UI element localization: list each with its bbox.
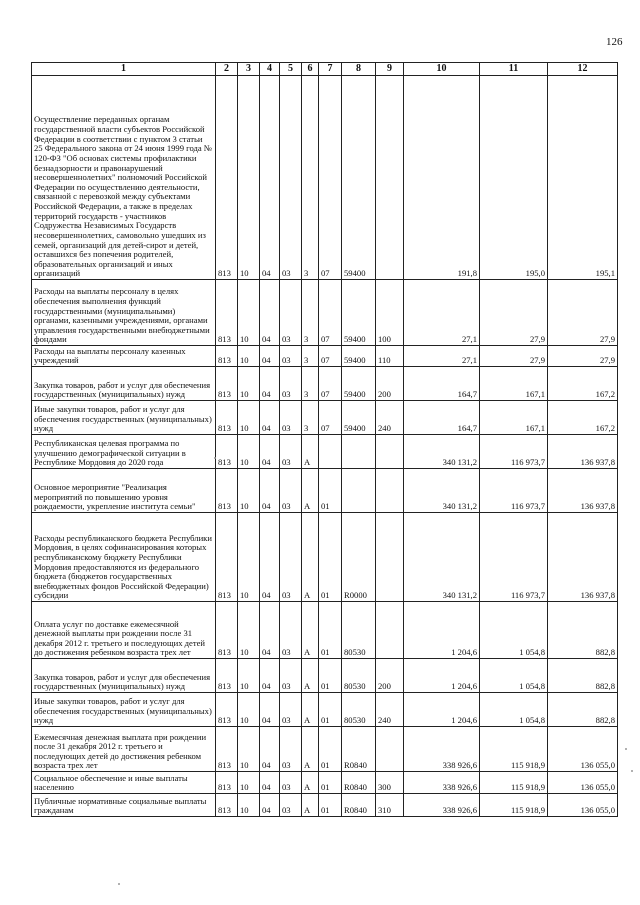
row-cell-c6: А <box>302 772 319 794</box>
row-cell-c8: R0840 <box>342 727 376 772</box>
row-cell-c12: 136 055,0 <box>548 794 618 817</box>
row-cell-c6: 3 <box>302 346 319 367</box>
row-cell-c3: 10 <box>238 76 260 280</box>
row-cell-c6: А <box>302 727 319 772</box>
col-header: 4 <box>260 63 280 76</box>
row-cell-c7: 01 <box>319 513 342 602</box>
table-row <box>32 367 618 401</box>
row-cell-c8: 80530 <box>342 659 376 693</box>
row-cell-c6: А <box>302 469 319 513</box>
table-row <box>32 693 618 727</box>
row-cell-c5: 03 <box>280 367 302 401</box>
row-name-cell: Ежемесячная денежная выплата при рождении после 31 декабря 2012 г. третьего и последующих детей до достижения ребенком возраста трех лет <box>32 727 216 772</box>
table-row <box>32 602 618 659</box>
row-cell-c4: 04 <box>260 772 280 794</box>
row-cell-c9: 100 <box>376 280 404 346</box>
row-cell-c11: 115 918,9 <box>480 772 548 794</box>
col-header: 1 <box>32 63 216 76</box>
row-cell-c10: 340 131,2 <box>404 513 480 602</box>
table-row <box>32 727 618 772</box>
table-row <box>32 469 618 513</box>
row-name-cell: Основное мероприятие "Реализация мероприятий по повышению уровня рождаемости, укрепление института семьи" <box>32 469 216 513</box>
row-cell-c4: 04 <box>260 794 280 817</box>
row-cell-c10: 340 131,2 <box>404 435 480 469</box>
row-cell-c11: 27,9 <box>480 280 548 346</box>
row-cell-c11: 115 918,9 <box>480 727 548 772</box>
row-cell-c6: 3 <box>302 367 319 401</box>
row-cell-c12: 882,8 <box>548 602 618 659</box>
row-cell-c7 <box>319 435 342 469</box>
row-cell-c12: 882,8 <box>548 659 618 693</box>
row-cell-c3: 10 <box>238 794 260 817</box>
row-cell-c12: 882,8 <box>548 693 618 727</box>
row-cell-c9: 240 <box>376 693 404 727</box>
row-cell-c2: 813 <box>216 727 238 772</box>
row-cell-c7: 07 <box>319 367 342 401</box>
row-name-cell: Иные закупки товаров, работ и услуг для обеспечения государственных (муниципальных) нужд <box>32 401 216 435</box>
row-cell-c3: 10 <box>238 280 260 346</box>
row-cell-c9: 240 <box>376 401 404 435</box>
scan-speck <box>631 770 633 772</box>
row-cell-c10: 27,1 <box>404 280 480 346</box>
row-cell-c6: А <box>302 659 319 693</box>
row-cell-c3: 10 <box>238 659 260 693</box>
row-cell-c9: 310 <box>376 794 404 817</box>
row-cell-c8: 59400 <box>342 367 376 401</box>
scan-speck <box>118 883 120 885</box>
row-name-cell: Расходы на выплаты персоналу в целях обеспечения выполнения функций государственными (муниципальными) органами, казенными учреждениями, органами управления государственными внебюджетными фондами <box>32 280 216 346</box>
row-cell-c7: 01 <box>319 469 342 513</box>
row-cell-c11: 115 918,9 <box>480 794 548 817</box>
col-header: 10 <box>404 63 480 76</box>
table-body <box>32 76 618 817</box>
row-cell-c10: 191,8 <box>404 76 480 280</box>
row-name-cell: Оплата услуг по доставке ежемесячной денежной выплаты при рождении после 31 декабря 2012 г. третьего и последующих детей до достижения ребенком возраста трех лет <box>32 602 216 659</box>
row-cell-c11: 116 973,7 <box>480 469 548 513</box>
row-cell-c6: А <box>302 794 319 817</box>
row-cell-c5: 03 <box>280 401 302 435</box>
row-cell-c2: 813 <box>216 76 238 280</box>
row-cell-c6: 3 <box>302 401 319 435</box>
row-cell-c11: 195,0 <box>480 76 548 280</box>
row-cell-c8: 80530 <box>342 602 376 659</box>
row-cell-c8: 59400 <box>342 401 376 435</box>
row-cell-c2: 813 <box>216 602 238 659</box>
row-cell-c12: 136 937,8 <box>548 435 618 469</box>
row-cell-c4: 04 <box>260 346 280 367</box>
row-cell-c12: 167,2 <box>548 367 618 401</box>
row-cell-c5: 03 <box>280 76 302 280</box>
table-row <box>32 346 618 367</box>
row-name-cell: Закупка товаров, работ и услуг для обеспечения государственных (муниципальных) нужд <box>32 659 216 693</box>
row-cell-c10: 338 926,6 <box>404 727 480 772</box>
row-cell-c8: R0000 <box>342 513 376 602</box>
row-cell-c8 <box>342 469 376 513</box>
row-name-cell: Социальное обеспечение и иные выплаты населению <box>32 772 216 794</box>
row-cell-c12: 167,2 <box>548 401 618 435</box>
col-header: 7 <box>319 63 342 76</box>
table-row <box>32 794 618 817</box>
row-cell-c8: 59400 <box>342 280 376 346</box>
row-name-cell: Публичные нормативные социальные выплаты гражданам <box>32 794 216 817</box>
row-cell-c5: 03 <box>280 794 302 817</box>
row-cell-c12: 136 937,8 <box>548 469 618 513</box>
budget-table <box>31 62 618 817</box>
row-cell-c11: 116 973,7 <box>480 513 548 602</box>
col-header: 12 <box>548 63 618 76</box>
row-cell-c4: 04 <box>260 367 280 401</box>
row-cell-c6: А <box>302 435 319 469</box>
row-cell-c3: 10 <box>238 602 260 659</box>
table-row <box>32 513 618 602</box>
col-header: 6 <box>302 63 319 76</box>
row-cell-c10: 1 204,6 <box>404 693 480 727</box>
row-cell-c2: 813 <box>216 772 238 794</box>
scan-speck <box>625 748 627 750</box>
row-cell-c2: 813 <box>216 469 238 513</box>
row-cell-c11: 1 054,8 <box>480 693 548 727</box>
row-cell-c9: 200 <box>376 367 404 401</box>
row-cell-c4: 04 <box>260 659 280 693</box>
row-cell-c4: 04 <box>260 602 280 659</box>
row-cell-c2: 813 <box>216 659 238 693</box>
row-cell-c3: 10 <box>238 401 260 435</box>
row-cell-c11: 27,9 <box>480 346 548 367</box>
row-cell-c4: 04 <box>260 727 280 772</box>
row-cell-c7: 01 <box>319 794 342 817</box>
row-cell-c2: 813 <box>216 435 238 469</box>
row-cell-c4: 04 <box>260 280 280 346</box>
table-row <box>32 401 618 435</box>
row-cell-c5: 03 <box>280 693 302 727</box>
row-cell-c5: 03 <box>280 513 302 602</box>
row-cell-c5: 03 <box>280 727 302 772</box>
row-cell-c7: 01 <box>319 602 342 659</box>
row-cell-c10: 338 926,6 <box>404 772 480 794</box>
row-cell-c12: 136 055,0 <box>548 772 618 794</box>
row-cell-c5: 03 <box>280 346 302 367</box>
row-cell-c4: 04 <box>260 435 280 469</box>
row-cell-c9 <box>376 727 404 772</box>
row-cell-c3: 10 <box>238 693 260 727</box>
row-cell-c9: 110 <box>376 346 404 367</box>
row-cell-c4: 04 <box>260 693 280 727</box>
row-cell-c5: 03 <box>280 659 302 693</box>
row-cell-c12: 27,9 <box>548 346 618 367</box>
table-row <box>32 76 618 280</box>
row-name-cell: Расходы на выплаты персоналу казенных учреждений <box>32 346 216 367</box>
row-cell-c10: 27,1 <box>404 346 480 367</box>
row-cell-c5: 03 <box>280 469 302 513</box>
table-row <box>32 659 618 693</box>
row-cell-c9 <box>376 469 404 513</box>
row-cell-c2: 813 <box>216 280 238 346</box>
row-cell-c7: 07 <box>319 401 342 435</box>
scan-speck <box>214 457 216 459</box>
row-cell-c10: 1 204,6 <box>404 659 480 693</box>
row-cell-c6: 3 <box>302 76 319 280</box>
row-cell-c7: 01 <box>319 727 342 772</box>
row-cell-c9 <box>376 435 404 469</box>
row-cell-c12: 27,9 <box>548 280 618 346</box>
row-name-cell: Осуществление переданных органам государственной власти субъектов Российской Федерации в соответствии с пунктом 3 статьи 25 Федерального закона от 24 июня 1999 года № 120-ФЗ "Об основах системы профилактики безнадзорности и правонарушений несовершеннолетних" полномочий Российской Федерации по осуществлению деятельности, связанной с перевозкой между субъектами Российской Федерации, а также в пределах территорий государств - участников Содружества Независимых Государств несовершеннолетних, самовольно ушедших из семей, организаций для детей-сирот и детей, оставшихся без попечения родителей, образовательных организаций и иных организаций <box>32 76 216 280</box>
row-name-cell: Закупка товаров, работ и услуг для обеспечения государственных (муниципальных) нужд <box>32 367 216 401</box>
row-cell-c5: 03 <box>280 435 302 469</box>
row-cell-c7: 01 <box>319 772 342 794</box>
row-cell-c7: 07 <box>319 76 342 280</box>
row-cell-c7: 07 <box>319 346 342 367</box>
col-header: 11 <box>480 63 548 76</box>
row-cell-c7: 01 <box>319 693 342 727</box>
table-row <box>32 772 618 794</box>
row-cell-c9 <box>376 76 404 280</box>
table-row <box>32 435 618 469</box>
col-header: 8 <box>342 63 376 76</box>
row-cell-c3: 10 <box>238 513 260 602</box>
row-cell-c11: 167,1 <box>480 401 548 435</box>
row-cell-c8: 80530 <box>342 693 376 727</box>
row-cell-c11: 1 054,8 <box>480 659 548 693</box>
row-cell-c10: 1 204,6 <box>404 602 480 659</box>
col-header: 9 <box>376 63 404 76</box>
row-cell-c8 <box>342 435 376 469</box>
row-cell-c7: 07 <box>319 280 342 346</box>
row-cell-c2: 813 <box>216 693 238 727</box>
row-cell-c2: 813 <box>216 513 238 602</box>
row-cell-c4: 04 <box>260 401 280 435</box>
row-cell-c3: 10 <box>238 435 260 469</box>
row-cell-c10: 164,7 <box>404 367 480 401</box>
row-cell-c9: 300 <box>376 772 404 794</box>
table-row <box>32 280 618 346</box>
row-cell-c4: 04 <box>260 76 280 280</box>
row-cell-c9 <box>376 602 404 659</box>
row-cell-c2: 813 <box>216 401 238 435</box>
page-number: 126 <box>606 36 623 48</box>
row-cell-c3: 10 <box>238 469 260 513</box>
row-cell-c12: 136 055,0 <box>548 727 618 772</box>
row-cell-c4: 04 <box>260 513 280 602</box>
row-cell-c8: R0840 <box>342 772 376 794</box>
row-cell-c10: 338 926,6 <box>404 794 480 817</box>
row-cell-c7: 01 <box>319 659 342 693</box>
row-name-cell: Иные закупки товаров, работ и услуг для обеспечения государственных (муниципальных) нужд <box>32 693 216 727</box>
row-cell-c6: А <box>302 693 319 727</box>
row-cell-c8: 59400 <box>342 346 376 367</box>
row-cell-c10: 164,7 <box>404 401 480 435</box>
row-cell-c4: 04 <box>260 469 280 513</box>
row-cell-c8: R0840 <box>342 794 376 817</box>
row-cell-c9 <box>376 513 404 602</box>
row-cell-c2: 813 <box>216 346 238 367</box>
row-cell-c12: 136 937,8 <box>548 513 618 602</box>
col-header: 3 <box>238 63 260 76</box>
row-cell-c3: 10 <box>238 772 260 794</box>
row-cell-c2: 813 <box>216 367 238 401</box>
row-cell-c8: 59400 <box>342 76 376 280</box>
row-cell-c3: 10 <box>238 727 260 772</box>
table-header-row <box>32 63 618 76</box>
row-cell-c11: 116 973,7 <box>480 435 548 469</box>
row-cell-c2: 813 <box>216 794 238 817</box>
row-cell-c11: 1 054,8 <box>480 602 548 659</box>
row-cell-c5: 03 <box>280 280 302 346</box>
row-cell-c6: А <box>302 513 319 602</box>
row-cell-c12: 195,1 <box>548 76 618 280</box>
row-cell-c11: 167,1 <box>480 367 548 401</box>
col-header: 5 <box>280 63 302 76</box>
row-name-cell: Республиканская целевая программа по улучшению демографической ситуации в Республике Мордовия до 2020 года <box>32 435 216 469</box>
row-cell-c3: 10 <box>238 346 260 367</box>
row-cell-c5: 03 <box>280 602 302 659</box>
row-cell-c3: 10 <box>238 367 260 401</box>
row-cell-c6: 3 <box>302 280 319 346</box>
row-cell-c6: А <box>302 602 319 659</box>
row-cell-c5: 03 <box>280 772 302 794</box>
row-cell-c9: 200 <box>376 659 404 693</box>
col-header: 2 <box>216 63 238 76</box>
row-name-cell: Расходы республиканского бюджета Республики Мордовия, в целях софинансирования которых республиканскому бюджету Республики Мордовия предоставляются из федерального бюджета (бюджетов государственных внебюджетных фондов Российской Федерации) субсидии <box>32 513 216 602</box>
row-cell-c10: 340 131,2 <box>404 469 480 513</box>
